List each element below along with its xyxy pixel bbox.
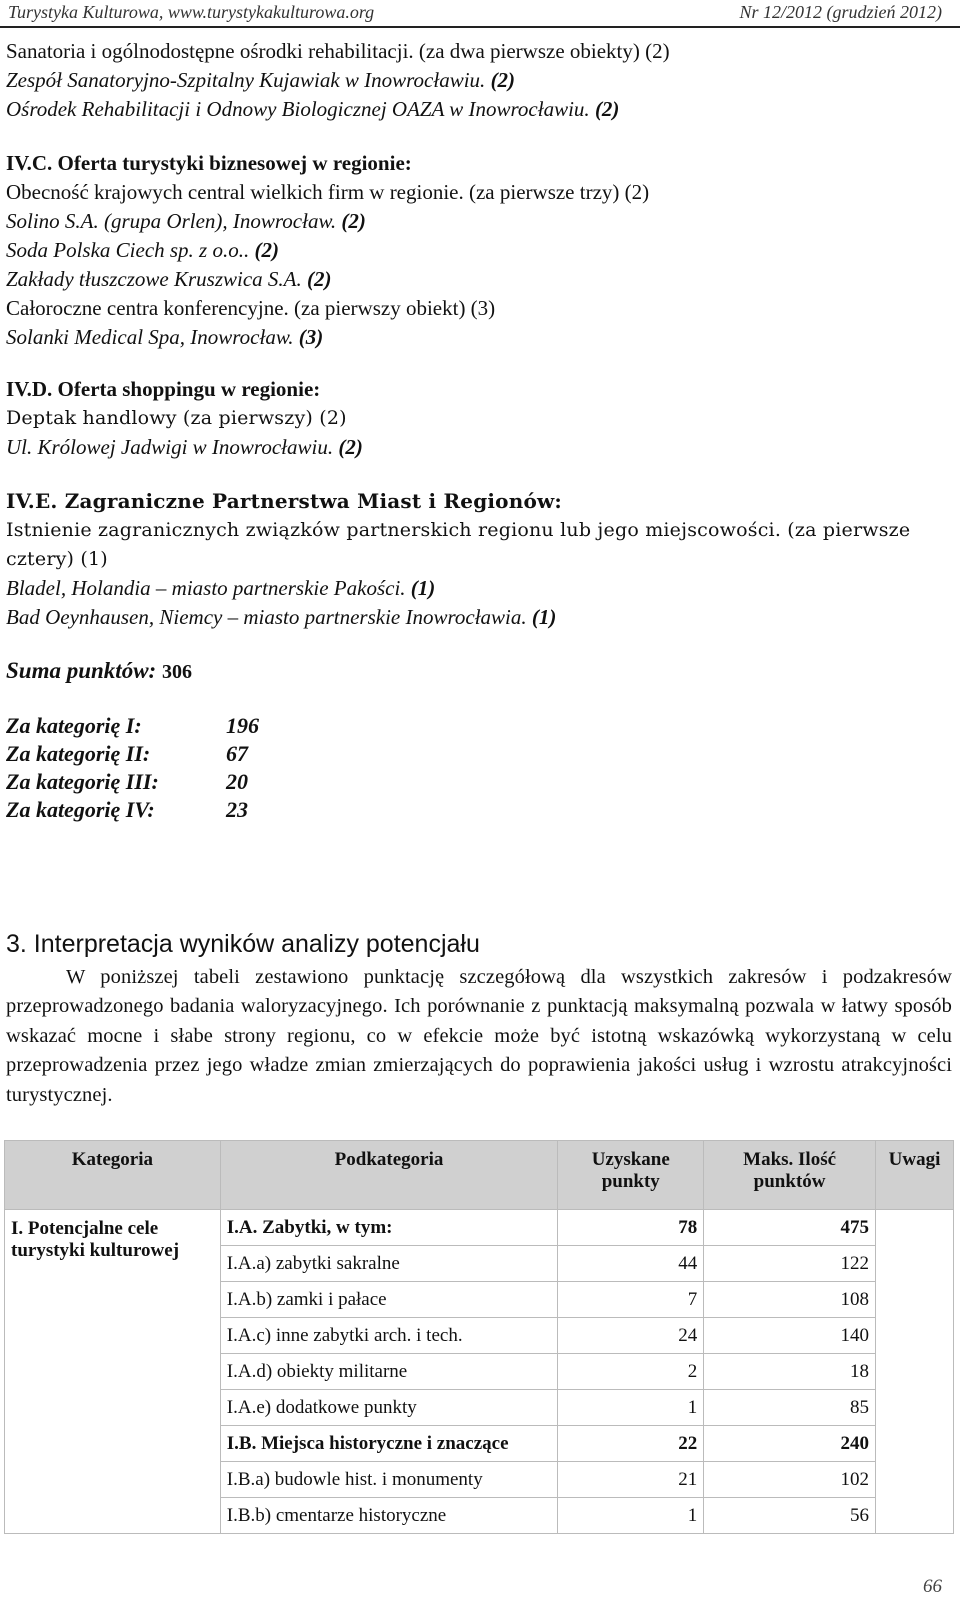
points-cell: 1 [558,1498,704,1534]
points-total: Suma punktów: 306 [6,658,192,683]
subcategory-cell: I.A.b) zamki i pałace [220,1282,558,1318]
points-cell: 22 [558,1426,704,1462]
section-d [6,375,956,462]
list-item: Solino S.A. (grupa Orlen), Inowrocław. (2) [6,209,366,233]
sanatoria-intro: Sanatoria i ogólnodostępne ośrodki rehabilitacji. (za dwa pierwsze obiekty) (2) [6,39,670,63]
category-score-value: 20 [226,769,248,794]
points-cell: 1 [558,1390,704,1426]
max-points-cell: 85 [704,1390,876,1426]
subcategory-cell: I.B.a) budowle hist. i monumenty [220,1462,558,1498]
section-intro: Istnienie zagranicznych związków partnerskich regionu lub jego miejscowości. (za pierwsze [6,519,911,541]
section-heading: IV.C. Oferta turystyki biznesowej w regionie: [6,151,412,175]
subcategory-cell: I.B. Miejsca historyczne i znaczące [220,1426,558,1462]
notes-cell [876,1210,954,1534]
points-cell: 44 [558,1246,704,1282]
section-c [6,149,956,352]
max-points-cell: 56 [704,1498,876,1534]
score-table [4,1140,954,1534]
list-item: Ośrodek Rehabilitacji i Odnowy Biologicznej OAZA w Inowrocławiu. (2) [6,97,620,121]
subcategory-cell: I.A.c) inne zabytki arch. i tech. [220,1318,558,1354]
category-score-label: Za kategorię II: [6,741,151,766]
list-item: Soda Polska Ciech sp. z o.o.. (2) [6,238,279,262]
page-header [0,0,960,28]
section-heading: IV.E. Zagraniczne Partnerstwa Miast i Regionów: [6,489,562,513]
max-points-cell: 140 [704,1318,876,1354]
table-header-row [5,1141,954,1210]
subcategory-cell: I.A. Zabytki, w tym: [220,1210,558,1246]
list-item: Bladel, Holandia – miasto partnerskie Pakości. (1) [6,576,436,600]
points-cell: 2 [558,1354,704,1390]
points-cell: 7 [558,1282,704,1318]
category-cell: I. Potencjalne cele turystyki kulturowej [5,1210,221,1534]
points-cell: 78 [558,1210,704,1246]
col-header-kategoria: Kategoria [5,1141,221,1210]
section-3-heading: 3. Interpretacja wyników analizy potencjału [6,930,480,958]
max-points-cell: 102 [704,1462,876,1498]
col-header-maks: Maks. Ilość punktów [704,1141,876,1210]
category-score-label: Za kategorię IV: [6,797,155,822]
list-item: Ul. Królowej Jadwigi w Inowrocławiu. (2) [6,435,363,459]
col-header-podkategoria: Podkategoria [220,1141,558,1210]
col-header-uwagi: Uwagi [876,1141,954,1210]
max-points-cell: 108 [704,1282,876,1318]
section-heading: IV.D. Oferta shoppingu w regionie: [6,377,321,401]
list-item: Solanki Medical Spa, Inowrocław. (3) [6,325,324,349]
max-points-cell: 475 [704,1210,876,1246]
category-score-label: Za kategorię I: [6,713,142,738]
subcategory-cell: I.A.e) dodatkowe punkty [220,1390,558,1426]
category-score-value: 196 [226,713,259,738]
list-item: Zespół Sanatoryjno-Szpitalny Kujawiak w Inowrocławiu. (2) [6,68,516,92]
section-intro: Całoroczne centra konferencyjne. (za pierwszy obiekt) (3) [6,296,496,320]
list-item: Zakłady tłuszczowe Kruszwica S.A. (2) [6,267,332,291]
max-points-cell: 122 [704,1246,876,1282]
section-3-paragraph: W poniższej tabeli zestawiono punktację szczegółową dla wszystkich zakresów i podzakresów przeprowadzonego badania waloryzacyjnego. Ich porównanie z punktacją maksymalną pozwala w łatwy sposób wskazać mocne i słabe strony regionu, co w efekcie może być istotną wskazówką wykorzystaną w celu przeprowadzenia przez jego władze zmian zmierzających do poprawienia jakości usług i wzrostu atrakcyjności turystycznej. [6,966,952,1106]
points-cell: 24 [558,1318,704,1354]
page-number: 66 [923,1576,942,1597]
col-header-uzyskane: Uzyskane punkty [558,1141,704,1210]
issue-number: Nr 12/2012 (grudzień 2012) [739,2,942,22]
category-score-value: 23 [226,797,248,822]
journal-title: Turystyka Kulturowa, www.turystykakulturowa.org [8,2,375,22]
subcategory-cell: I.A.d) obiekty militarne [220,1354,558,1390]
section-e [6,487,956,632]
section-intro: Deptak handlowy (za pierwszy) (2) [6,407,347,429]
max-points-cell: 18 [704,1354,876,1390]
category-score-value: 67 [226,741,248,766]
points-cell: 21 [558,1462,704,1498]
section-intro: cztery) (1) [6,548,108,570]
section-b-continuation [6,37,956,124]
section-intro: Obecność krajowych central wielkich firm w regionie. (za pierwsze trzy) (2) [6,180,650,204]
table-row [5,1210,954,1246]
category-score-label: Za kategorię III: [6,769,159,794]
max-points-cell: 240 [704,1426,876,1462]
subcategory-cell: I.B.b) cmentarze historyczne [220,1498,558,1534]
list-item: Bad Oeynhausen, Niemcy – miasto partnerskie Inowrocławia. (1) [6,605,557,629]
subcategory-cell: I.A.a) zabytki sakralne [220,1246,558,1282]
